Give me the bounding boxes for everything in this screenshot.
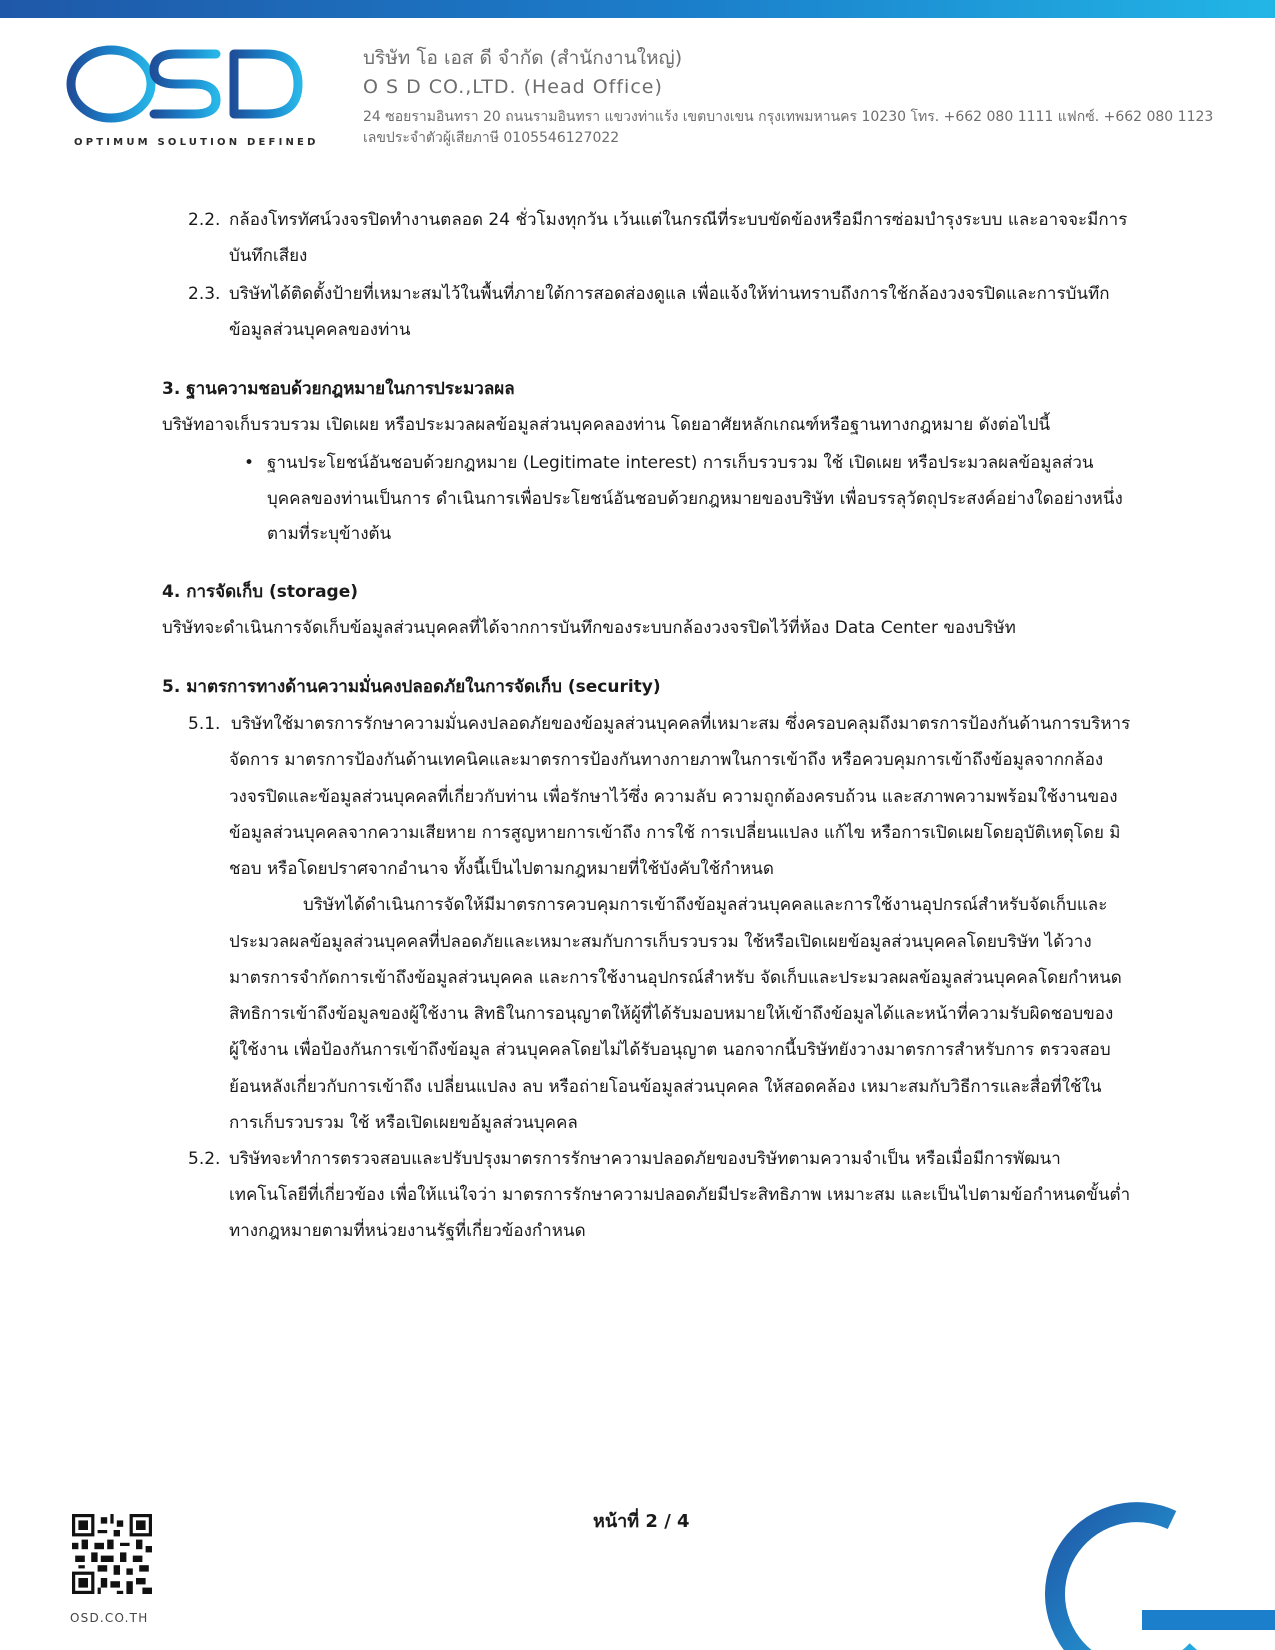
company-address: 24 ซอยรามอินทรา 20 ถนนรามอินทรา แขวงท่าแร้ง เขตบางเขน กรุงเทพมหานคร 10230 โทร. +662 080 1111 แฟกซ์. +662 080 1123 (363, 109, 1214, 125)
section-5-1-line: ข้อมูลส่วนบุคคลจากความเสียหาย การสูญหายการเข้าถึง การใช้ การเปลี่ยนแปลง แก้ไข หรือการเปิดเผยโดยอุบัติเหตุโดย มิ (229, 823, 1121, 843)
section-5-heading: 5. มาตรการทางด้านความมั่นคงปลอดภัยในการจัดเก็บ (security) (162, 677, 661, 697)
section-3-bullet-line: บุคคลของท่านเป็นการ ดำเนินการเพื่อประโยชน์อันชอบด้วยกฎหมายของบริษัท เพื่อบรรลุวัตถุประสงค์อย่างใดอย่างหนึ่ง (267, 489, 1123, 509)
website-url: OSD.CO.TH (70, 1611, 149, 1625)
section-5-1-line: ชอบ หรือโดยปราศจากอำนาจ ทั้งนี้เป็นไปตามกฎหมายที่ใช้บังคับใช้กำหนด (229, 859, 774, 879)
section-5-1-line: วงจรปิดและข้อมูลส่วนบุคคลที่เกี่ยวกับท่าน เพื่อรักษาไว้ซึ่ง ความลับ ความถูกต้องครบถ้วน และสภาพความพร้อมใช้งานของ (229, 787, 1118, 807)
company-name-english: O S D CO.,LTD. (Head Office) (363, 76, 663, 98)
section-5-2-number: 5.2. (188, 1149, 221, 1169)
section-5-2-line: ทางกฎหมายตามที่หน่วยงานรัฐที่เกี่ยวข้องกำหนด (229, 1221, 586, 1241)
section-4-text: บริษัทจะดำเนินการจัดเก็บข้อมูลส่วนบุคคลที่ได้จากการบันทึกของระบบกล้องวงจรปิดไว้ที่ห้อง Data Center ของบริษัท (162, 618, 1016, 638)
section-2-2-line: กล้องโทรทัศน์วงจรปิดทำงานตลอด 24 ชั่วโมงทุกวัน เว้นแต่ในกรณีที่ระบบขัดข้องหรือมีการซ่อมบำรุงระบบ และอาจจะมีการ (229, 210, 1128, 230)
section-5-2-line: เทคโนโลยีที่เกี่ยวข้อง เพื่อให้แน่ใจว่า มาตรการรักษาความปลอดภัยมีประสิทธิภาพ เหมาะสม และเป็นไปตามข้อกำหนดขั้นต่ำ (229, 1185, 1131, 1205)
section-2-2-line: บันทึกเสียง (229, 246, 308, 266)
section-3-bullet-line: ฐานประโยชน์อันชอบด้วยกฎหมาย (Legitimate interest) การเก็บรวบรวม ใช้ เปิดเผย หรือประมวลผลข้อมูลส่วน (267, 453, 1094, 473)
section-3-intro: บริษัทอาจเก็บรวบรวม เปิดเผย หรือประมวลผลข้อมูลส่วนบุคคลองท่าน โดยอาศัยหลักเกณฑ์หรือฐานทางกฎหมาย ดังต่อไปนี้ (162, 415, 1051, 435)
company-name-thai: บริษัท โอ เอส ดี จำกัด (สำนักงานใหญ่) (363, 47, 683, 69)
section-5-1-paragraph-line: ผู้ใช้งาน เพื่อป้องกันการเข้าถึงข้อมูล ส่วนบุคคลโดยไม่ได้รับอนุญาต นอกจากนี้บริษัทยังวางมาตรการสำหรับการ ตรวจสอบ (229, 1040, 1111, 1060)
section-5-1-paragraph-line: มาตรการจำกัดการเข้าถึงข้อมูลส่วนบุคคล และการใช้งานอุปกรณ์สำหรับ จัดเก็บและประมวลผลข้อมูลส่วนบุคคลโดยกำหนด (229, 968, 1122, 988)
section-2-3-line: บริษัทได้ติดตั้งป้ายที่เหมาะสมไว้ในพื้นที่ภายใต้การสอดส่องดูแล เพื่อแจ้งให้ท่านทราบถึงการใช้กล้องวงจรปิดและการบันทึก (229, 284, 1110, 304)
section-5-2-line: บริษัทจะทำการตรวจสอบและปรับปรุงมาตรการรักษาความปลอดภัยของบริษัทตามความจำเป็น หรือเมื่อมีการพัฒนา (229, 1149, 1061, 1169)
page-number: หน้าที่ 2 / 4 (593, 1511, 690, 1532)
section-5-1-paragraph-line: สิทธิการเข้าถึงข้อมูลของผู้ใช้งาน สิทธิในการอนุญาตให้ผู้ที่ได้รับมอบหมายให้เข้าถึงข้อมูลได้และหน้าที่ความรับผิดชอบของ (229, 1004, 1114, 1024)
section-5-1-number: 5.1. (188, 714, 221, 734)
qr-code-icon (72, 1514, 152, 1594)
section-3-bullet-line: ตามที่ระบุข้างต้น (267, 524, 392, 544)
company-info (363, 44, 1213, 148)
top-accent-bar (0, 0, 1275, 18)
corner-logo-decoration (1012, 1500, 1275, 1650)
section-2-3-number: 2.3. (188, 284, 221, 304)
section-2-2-number: 2.2. (188, 210, 221, 230)
section-3-heading: 3. ฐานความชอบด้วยกฎหมายในการประมวลผล (162, 379, 515, 399)
section-5-1-line: จัดการ มาตรการป้องกันด้านเทคนิคและมาตรการป้องกันทางกายภาพในการเข้าถึง หรือควบคุมการเข้าถึงข้อมูลจากกล้อง (229, 750, 1104, 770)
logo-tagline: OPTIMUM SOLUTION DEFINED (74, 137, 319, 148)
section-2-3-line: ข้อมูลส่วนบุคคลของท่าน (229, 320, 411, 340)
section-5-1-paragraph-line: การเก็บรวบรวม ใช้ หรือเปิดเผยขอ้มูลส่วนบุคคล (229, 1113, 578, 1133)
section-5-1-line: บริษัทใช้มาตรการรักษาความมั่นคงปลอดภัยของข้อมูลส่วนบุคคลที่เหมาะสม ซึ่งครอบคลุมถึงมาตรการป้องกันด้านการบริหาร (231, 714, 1131, 734)
company-tax-id: เลขประจำตัวผู้เสียภาษี 0105546127022 (363, 130, 620, 146)
section-4-heading: 4. การจัดเก็บ (storage) (162, 582, 359, 602)
bullet-icon: • (244, 453, 255, 473)
section-5-1-paragraph-line: ประมวลผลข้อมูลส่วนบุคคลที่ปลอดภัยและเหมาะสมกับการเก็บรวบรวม ใช้หรือเปิดเผยข้อมูลส่วนบุคคลโดยบริษัท ได้วาง (229, 932, 1092, 952)
section-5-1-paragraph-line: ย้อนหลังเกี่ยวกับการเข้าถึง เปลี่ยนแปลง ลบ หรือถ่ายโอนข้อมูลส่วนบุคคล ให้สอดคล้อง เหมาะสมกับวิธีการและสื่อที่ใช้ใน (229, 1077, 1102, 1097)
section-5-1-paragraph-line: บริษัทได้ดำเนินการจัดให้มีมาตรการควบคุมการเข้าถึงข้อมูลส่วนบุคคลและการใช้งานอุปกรณ์สำหรับจัดเก็บและ (303, 895, 1108, 915)
